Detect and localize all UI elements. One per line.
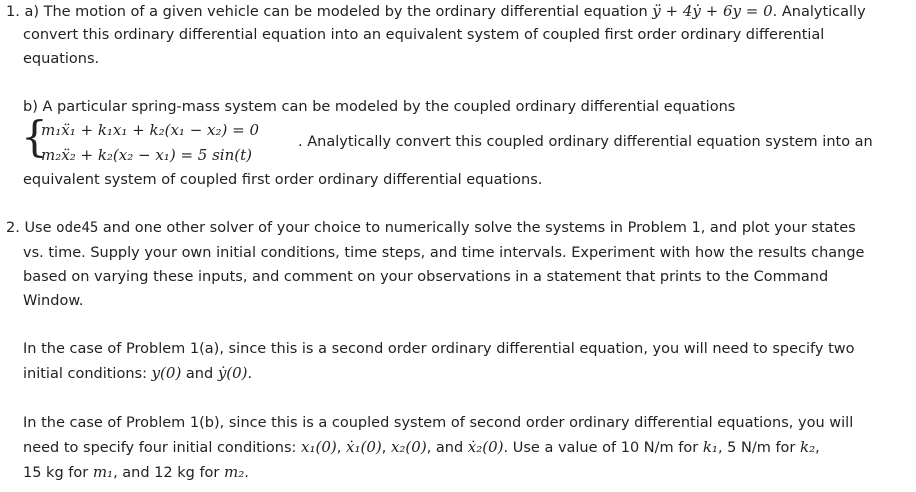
- para3-l3-mid: , and 12 kg for: [113, 465, 225, 481]
- problem-1a-line-2: convert this ordinary differential equation into an equivalent system of coupled first order ordinary differential: [23, 27, 825, 43]
- initial-condition-y: y(0): [151, 364, 182, 382]
- problem-1b-intro: b) A particular spring-mass system can be modeled by the coupled ordinary differential equations: [23, 99, 736, 115]
- para3-mid2: , 5 N/m for: [717, 440, 801, 456]
- problem-2-l1-pre: 2. Use: [6, 220, 57, 236]
- ic-x1: x₁(0): [301, 438, 337, 456]
- problem-2-para3-line-1: In the case of Problem 1(b), since this is a coupled system of second order ordinary differential equations, you will: [23, 415, 854, 431]
- para3-l3-pre: 15 kg for: [23, 465, 93, 481]
- problem-2-para3-line-2: [23, 437, 820, 458]
- problem-2-para2-line-2: [23, 363, 252, 384]
- left-brace: {: [21, 112, 48, 161]
- para3-pre: need to specify four initial conditions:: [23, 440, 302, 456]
- ic-x2dot: ẋ₂(0): [467, 438, 504, 456]
- problem-2-para3-line-3: [23, 462, 249, 483]
- k2-symbol: k₂: [800, 438, 816, 456]
- para3-mid: . Use a value of 10 N/m for: [503, 440, 703, 456]
- problem-1b-last-line: equivalent system of coupled first order ordinary differential equations.: [23, 172, 543, 188]
- problem-1a-line-3: equations.: [23, 51, 100, 67]
- para3-c3: , and: [426, 440, 468, 456]
- para2-end: .: [247, 366, 253, 382]
- problem-1a-line-1: [6, 1, 866, 22]
- para3-c1: ,: [336, 440, 346, 456]
- initial-condition-ydot: ẏ(0): [217, 364, 248, 382]
- ode45-code: ode45: [56, 220, 99, 236]
- problem-2-line-4: Window.: [23, 293, 84, 309]
- problem-2-para2-line-1: In the case of Problem 1(a), since this is a second order ordinary differential equation, you will need to specify two: [23, 341, 855, 357]
- m1-symbol: m₁: [92, 463, 114, 481]
- problem-1a-equation: ÿ + 4ẏ + 6y = 0: [652, 2, 773, 20]
- problem-2-line-2: vs. time. Supply your own initial conditions, time steps, and time intervals. Experiment with how the results change: [23, 245, 865, 261]
- problem-2-line-1: [6, 218, 856, 238]
- para2-pre: initial conditions:: [23, 366, 152, 382]
- problem-2-line-3: based on varying these inputs, and comment on your observations in a statement that prints to the Command: [23, 269, 829, 285]
- problem-1b-after-system: . Analytically convert this coupled ordinary differential equation system into an: [298, 134, 873, 150]
- problem-1a-prefix: 1. a) The motion of a given vehicle can be modeled by the ordinary differential equation: [6, 4, 653, 20]
- problem-2-l1-post: and one other solver of your choice to numerically solve the systems in Problem 1, and plot your states: [98, 220, 856, 236]
- ic-x2: x₂(0): [390, 438, 427, 456]
- ic-x1dot: ẋ₁(0): [346, 438, 382, 456]
- problem-1a-suffix: . Analytically: [772, 4, 866, 20]
- system-equation-2: m₂ẍ₂ + k₂(x₂ − x₁) = 5 sin(t): [41, 146, 252, 164]
- system-equation-1: m₁ẍ₁ + k₁x₁ + k₂(x₁ − x₂) = 0: [41, 121, 259, 139]
- para3-c2: ,: [381, 440, 391, 456]
- m2-symbol: m₂: [224, 463, 245, 481]
- para3-end: ,: [815, 440, 820, 456]
- k1-symbol: k₁: [702, 438, 718, 456]
- para3-l3-end: .: [244, 465, 249, 481]
- para2-and: and: [181, 366, 218, 382]
